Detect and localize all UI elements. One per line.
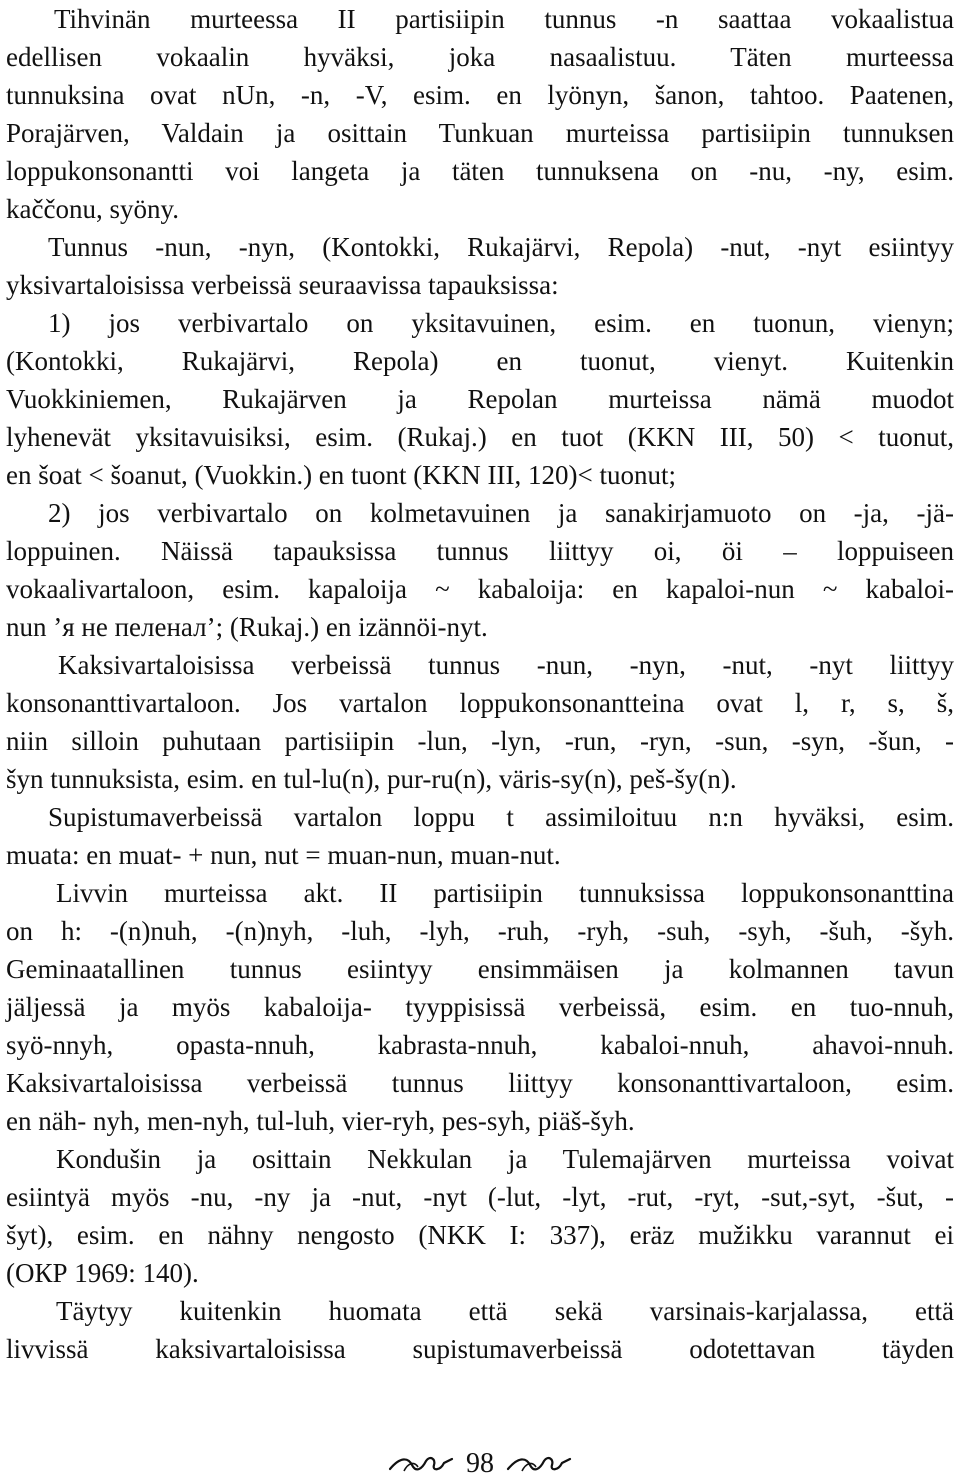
text-line: Supistumaverbeissä vartalon loppu t assimiloituu n:n hyväksi, esim. [48,802,954,832]
text-line: (Kontokki, Rukajärvi, Repola) en tuonut, vienyt. Kuitenkin [6,346,954,376]
text-line: nun ’я не пеленал’; (Rukaj.) en izännöi-nyt. [6,612,488,642]
text-line: edellisen vokaalin hyväksi, joka nasaalistuu. Täten murteessa [6,42,954,72]
text-line: syö-nnyh, opasta-nnuh, kabrasta-nnuh, kabaloi-nnuh, ahavoi-nnuh. [6,1030,954,1060]
text-line: Livvin murteissa akt. II partisiipin tunnuksissa loppukonsonanttina [56,878,954,908]
page-number: 98 [466,1448,494,1479]
text-line: livvissä kaksivartaloisissa supistumaverbeissä odotettavan täyden [6,1334,954,1364]
text-line: Täytyy kuitenkin huomata että sekä varsinais-karjalassa, että [56,1296,954,1326]
text-line: Kaksivartaloisissa verbeissä tunnus liittyy konsonanttivartaloon, esim. [6,1068,954,1098]
text-line: vokaalivartaloon, esim. kapaloija ~ kabaloija: en kapaloi-nun ~ kabaloi- [6,574,954,604]
text-line: en šoat < šoanut, (Vuokkin.) en tuont (KKN III, 120)< tuonut; [6,460,676,490]
text-line: (ОКР 1969: 140). [6,1258,199,1288]
text-line: en näh- nyh, men-nyh, tul-luh, vier-ryh, pes-syh, piäš-šyh. [6,1106,635,1136]
text-line: muata: en muat- + nun, nut = muan-nun, muan-nut. [6,840,561,870]
ornament-flourish-icon [386,1453,456,1475]
text-line: 1) jos verbivartalo on yksitavuinen, esim. en tuonun, vienyn; [48,308,954,338]
text-line: Vuokkiniemen, Rukajärven ja Repolan murteissa nämä muodot [6,384,954,414]
ornament-flourish-icon [504,1453,574,1475]
text-line: Kondušin ja osittain Nekkulan ja Tulemajärven murteissa voivat [56,1144,954,1174]
text-line: kaččonu, syöny. [6,194,179,224]
text-line: Kaksivartaloisissa verbeissä tunnus -nun, -nyn, -nut, -nyt liittyy [58,650,954,680]
text-line: Geminaatallinen tunnus esiintyy ensimmäisen ja kolmannen tavun [6,954,954,984]
text-line: konsonanttivartaloon. Jos vartalon loppukonsonantteina ovat l, r, s, š, [6,688,954,718]
text-line: šyn tunnuksista, esim. en tul-lu(n), pur-ru(n), väris-sy(n), peš-šy(n). [6,764,737,794]
text-line: loppukonsonantti voi langeta ja täten tunnuksena on -nu, -ny, esim. [6,156,954,186]
text-line: tunnuksina ovat nUn, -n, -V, esim. en lyönyn, šanon, tahtoo. Paatenen, [6,80,954,110]
text-line: Tunnus -nun, -nyn, (Kontokki, Rukajärvi, Repola) -nut, -nyt esiintyy [48,232,954,262]
text-line: on h: -(n)nuh, -(n)nyh, -luh, -lyh, -ruh, -ryh, -suh, -syh, -šuh, -šyh. [6,916,954,946]
text-line: yksivartaloisissa verbeissä seuraavissa tapauksissa: [6,270,559,300]
text-line: lyhenevät yksitavuisiksi, esim. (Rukaj.) en tuot (KKN III, 50) < tuonut, [6,422,954,452]
text-line: Tihvinän murteessa II partisiipin tunnus -n saattaa vokaalistua [54,4,954,34]
page-footer [0,1446,960,1482]
text-line: loppuinen. Näissä tapauksissa tunnus liittyy oi, öi – loppuiseen [6,536,954,566]
text-line: šyt), esim. en nähny nengosto (NKK I: 337), eräz mužikku varannut ei [6,1220,954,1250]
text-line: 2) jos verbivartalo on kolmetavuinen ja sanakirjamuoto on -ja, -jä- [48,498,954,528]
text-line: esiintyä myös -nu, -ny ja -nut, -nyt (-lut, -lyt, -rut, -ryt, -sut,-syt, -šut, - [6,1182,954,1212]
text-line: niin silloin puhutaan partisiipin -lun, -lyn, -run, -ryn, -sun, -syn, -šun, - [6,726,954,756]
text-line: jäljessä ja myös kabaloija- tyyppisissä verbeissä, esim. en tuo-nnuh, [6,992,954,1022]
text-line: Porajärven, Valdain ja osittain Tunkuan murteissa partisiipin tunnuksen [6,118,954,148]
